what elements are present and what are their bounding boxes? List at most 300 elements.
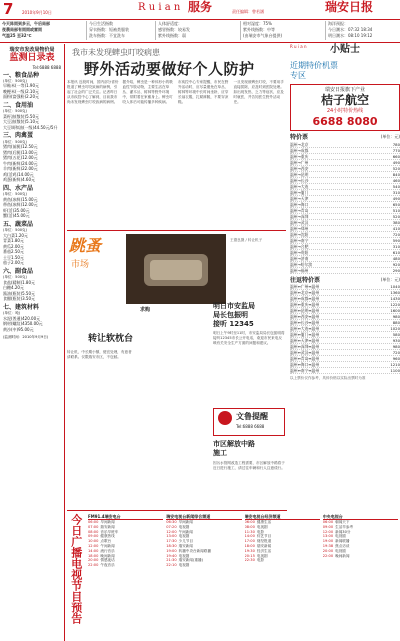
divider <box>86 21 87 40</box>
fare-route: 温州→福州 <box>290 267 309 273</box>
price-category <box>0 70 64 100</box>
tv-listings <box>88 514 398 638</box>
tv-time: 10:00 <box>88 539 99 544</box>
fare-unit: (单位：元) <box>380 134 400 140</box>
tv-time: 09:00 <box>322 524 334 529</box>
road-title: 市区解放中路 <box>213 440 255 448</box>
tv-time: 22:10 <box>166 563 177 568</box>
fare-price: 650 <box>392 201 400 207</box>
price-item: 菜籽油(散装)5.50元 <box>3 113 40 119</box>
article-paragraph: 一旦发现被蜱虫叮咬，不要用手直接拔除，应及时到医院处理。如出现发热、乏力等症状，应及时就医，并告知医生野外活动史。 <box>233 80 284 104</box>
price-item: 黄瓜2.00元 <box>3 243 24 249</box>
weather-block-1 <box>2 21 77 39</box>
tv-time: 06:00 <box>322 520 334 524</box>
price-item: 番茄2.50元 <box>3 249 24 255</box>
price-category <box>0 219 64 266</box>
price-unit: (单位：500克) <box>3 79 28 83</box>
price-item: 带鱼(冰鲜)12.00元 <box>3 202 38 208</box>
fare-price: 1360 <box>390 290 400 296</box>
fare-route: 温州→海口 <box>290 201 309 207</box>
fare-row <box>290 268 400 274</box>
fare-route: 温州↔成都↔温州 <box>290 296 320 302</box>
fare-route: 温州→贵阳 <box>290 249 309 255</box>
weather-block-3 <box>158 21 218 39</box>
fare-price: 1430 <box>390 296 400 302</box>
panel-tel: Tel:6888 6888 <box>32 64 61 70</box>
tv-show: 电影 <box>256 558 265 563</box>
weather-line: 相对湿度：75% <box>243 21 272 26</box>
flea-tag2: 市场 <box>71 260 90 270</box>
tv-time: 17:30 <box>166 539 177 544</box>
fare-route: 温州→广州 <box>290 159 309 165</box>
panel-org: 瑞安市发改局物价局 <box>9 47 55 53</box>
fare-route: 温州→青岛 <box>290 207 309 213</box>
tv-show: 流行音乐 <box>100 548 115 553</box>
tv-show: 点歌台 <box>100 539 112 544</box>
price-item: 白糖4.20元 <box>3 285 24 291</box>
fare-price: 840 <box>392 171 400 177</box>
tv-show: 电视剧 <box>178 524 190 529</box>
price-category <box>0 183 64 219</box>
weather-line: 穿衣指数：短袖类服装 <box>89 27 129 32</box>
tv-channel <box>323 514 398 638</box>
weather-block-5 <box>328 21 398 39</box>
price-category <box>0 266 64 302</box>
price-item: 酱油(瓶装)5.50元 <box>3 290 36 296</box>
fare-price: 490 <box>392 159 400 165</box>
tv-time: 12:00 <box>322 529 334 534</box>
fare-route: 温州→北京 <box>290 141 309 147</box>
fare-price: 460 <box>392 177 400 183</box>
airline-ad <box>290 84 400 131</box>
tv-time: 14:00 <box>244 534 255 539</box>
article-body <box>67 80 286 105</box>
fare-price: 540 <box>392 183 400 189</box>
price-item: 鸡蛋(新鲜)4.60元 <box>3 177 36 183</box>
fare-price: 480 <box>392 255 400 261</box>
fare-price: 1100 <box>390 368 400 374</box>
price-item: 猪肉(五花)12.00元 <box>3 155 38 161</box>
price-item: 早籼米(一等)1.90元 <box>3 83 40 89</box>
price-item: 水泥(普通)420.00元 <box>3 315 41 321</box>
flea-photo <box>126 234 226 304</box>
tv-show: 午夜音乐 <box>100 563 115 568</box>
fare-price: 780 <box>392 141 400 147</box>
fare-price: 610 <box>392 249 400 255</box>
fare-price: 930 <box>392 338 400 344</box>
tv-show: 电视剧 <box>335 534 346 539</box>
panel-title: 监测日录表 <box>9 53 55 64</box>
fare-price: 920 <box>392 261 400 267</box>
airfare-card-title: 近期特价机票 <box>290 61 338 70</box>
weather-line: 夜晨局部有雨雨或雷雨 <box>2 27 42 32</box>
price-unit: (单位：500克) <box>3 192 28 197</box>
tv-channel-name: 中央电视台 <box>323 514 398 520</box>
price-item: 大豆油(散装)5.10元 <box>3 119 40 125</box>
fare-price: 980 <box>392 314 400 320</box>
tv-title-block <box>69 514 87 636</box>
tv-time: 06:00 <box>244 520 255 524</box>
tv-time: 20:00 <box>88 558 99 563</box>
article-paragraph: 市疾控中心专家提醒，市民在野外活动时，应尽量避免在草丛、树林等环境中长时间坐卧，应穿长袖衣服，扎紧裤腿，不要穿凉鞋。 <box>178 80 229 104</box>
reminder-icon <box>218 411 232 425</box>
fare-route: 温州→深圳 <box>290 213 309 219</box>
tv-time: 19:40 <box>166 553 177 558</box>
tv-show: 朝闻天下 <box>335 520 350 524</box>
hotline-title: 明日市安监局 <box>213 302 255 310</box>
price-item: 大豆调和油(一级)44.50元/5升 <box>3 124 58 130</box>
tv-channel <box>88 514 163 638</box>
fare-route: 温州↔大连↔温州 <box>290 326 320 332</box>
fare-route: 温州↔武汉↔温州 <box>290 350 320 356</box>
tv-time: 07:20 <box>166 524 177 529</box>
fare-route: 温州↔天津↔温州 <box>290 338 320 344</box>
tv-time: 14:00 <box>88 548 99 553</box>
tv-time: 12:00 <box>88 543 99 548</box>
price-category-title: 一、粮食品种 <box>3 71 40 79</box>
hotline-number: 接听 12345 <box>213 319 254 328</box>
fare-section-header <box>290 277 400 285</box>
fare-route: 温州↔南宁↔温州 <box>290 368 320 374</box>
fare-price: 410 <box>392 225 400 231</box>
price-unit: (单位：500克) <box>3 139 28 144</box>
price-unit: (单位：500克) <box>3 228 28 233</box>
tv-title: 今日广播电视节目预告 <box>69 514 83 624</box>
fare-price: 510 <box>392 207 400 213</box>
tv-time: 18:00 <box>88 553 99 558</box>
tv-channel-name: 瑞安电视台经济频道 <box>245 514 320 520</box>
tv-time: 19:00 <box>322 539 334 544</box>
fare-note: 以上票价仅作参考，具体价格以实际出票时为准 <box>290 376 366 381</box>
fare-price: 720 <box>392 350 400 356</box>
header-city-label: R u i a n <box>138 2 181 13</box>
tv-time: 09:00 <box>88 534 99 539</box>
right-ui-label: R u i a n <box>290 44 307 49</box>
request-section <box>140 308 210 313</box>
tv-show: 音乐早班车 <box>100 529 119 534</box>
tv-time: 18:00 <box>244 543 255 548</box>
tv-time: 08:00 <box>88 529 99 534</box>
tv-show: 午间新闻 <box>100 543 115 548</box>
editor-credit: 责任编辑：曾若涵 <box>232 9 264 14</box>
fare-price: 1220 <box>390 302 400 308</box>
weather-line: 感冒指数：较易发 <box>158 27 190 32</box>
fare-route: 温州→长沙 <box>290 177 309 183</box>
fare-route: 温州→大连 <box>290 183 309 189</box>
road-title2: 施工 <box>213 448 227 457</box>
tv-show: 电影 <box>256 529 265 534</box>
fare-price: 380 <box>392 219 400 225</box>
fare-route: 温州→天津 <box>290 195 309 201</box>
request-title: 求购 <box>140 307 151 313</box>
fare-price: 580 <box>392 332 400 338</box>
page-number: 7 <box>3 0 14 18</box>
fare-route: 温州→昆明 <box>290 171 309 177</box>
fare-route: 温州→济南 <box>290 255 309 261</box>
tv-time: 22:30 <box>244 558 255 563</box>
price-item: 黄沙(中)95.00元 <box>3 326 34 332</box>
tv-channel <box>245 514 320 638</box>
tv-channel <box>166 514 241 638</box>
tv-show: 瑞安新闻 <box>178 543 193 548</box>
tv-time: 13:00 <box>322 534 334 539</box>
tv-show: 早间新闻 <box>178 520 193 524</box>
tv-show: 电视剧 <box>178 563 190 568</box>
tv-show: 生活早参考 <box>335 524 354 529</box>
fare-price: 310 <box>392 189 400 195</box>
tv-show: 晚间新闻 <box>100 553 115 558</box>
newspaper-logo: 瑞安日报 <box>325 0 374 14</box>
tv-show: 焦点访谈 <box>335 543 350 548</box>
tv-channel-name: 瑞安电视台新闻综合频道 <box>166 514 241 520</box>
divider <box>155 21 156 40</box>
fare-route: 温州→沈阳 <box>290 231 309 237</box>
tv-time: 06:30 <box>166 520 177 524</box>
hotline-title2: 局长包振明 <box>213 310 248 319</box>
fare-price: 590 <box>392 237 400 243</box>
airline-sub: 24小时特价热线 <box>326 108 364 115</box>
price-unit: (单位：吨) <box>3 311 21 316</box>
article-subhead: 我市未发现蜱虫叮咬病患 <box>72 48 160 57</box>
price-category <box>0 130 64 182</box>
road-body: 因污水管网改造工程需要，市区解放中路将于近日进行施工，请过往车辆和行人注意绕行。 <box>213 460 285 470</box>
tv-show: 财经报道 <box>256 539 272 544</box>
weather-line: 人体舒适度： <box>158 21 182 26</box>
price-item: 茄子2.00元 <box>3 260 24 266</box>
price-item: 羊肉(新鲜)22.00元 <box>3 166 38 172</box>
header-rule <box>0 19 400 20</box>
tv-time: 20:15 <box>244 553 255 558</box>
divider <box>325 21 326 40</box>
tv-time: 06:00 <box>88 520 99 524</box>
fare-route: 温州→合肥 <box>290 243 309 249</box>
weather-line: 今日生活指数 <box>89 21 113 26</box>
airfare-card-subtitle: 专区 <box>290 71 306 80</box>
tv-time: 19:00 <box>166 548 177 553</box>
fare-route: 温州↔昆明↔温州 <box>290 308 320 314</box>
fare-price: 880 <box>392 320 400 326</box>
fare-price: 960 <box>392 356 400 362</box>
weather-line: 气温25 至32℃ <box>2 33 32 38</box>
tv-show: 转播中央台新闻联播 <box>178 548 211 553</box>
weather-block-4 <box>243 21 323 39</box>
tv-time: 11:30 <box>244 529 255 534</box>
fare-row <box>290 368 400 374</box>
tv-show: 新闻30分 <box>335 529 351 534</box>
tv-show: 瑞安新闻 <box>256 543 272 548</box>
fare-price: 720 <box>392 231 400 237</box>
fare-section-title: 特价票 <box>290 134 309 142</box>
article-paragraph: 本报讯 近段时间，国内部分省份报道了蜱虫叮咬致病的病例，引起了社会的广泛关注。记者昨日从市疾控中心了解到，目前我市尚未发现蜱虫叮咬致病的病例。 <box>67 80 119 104</box>
price-item: 猪肉(后腿)13.00元 <box>3 149 38 155</box>
tv-show: 电视剧 <box>178 553 190 558</box>
fare-section-header <box>290 134 400 142</box>
tv-program <box>88 563 163 568</box>
price-category-title: 七、建筑材料 <box>3 303 40 311</box>
price-categories <box>0 70 64 333</box>
hotline-body: 明日上午9时至11时，市安监局局长包振明将接听12345市长公开电话，欢迎市民来电反映有关安全生产方面的问题和建议。 <box>213 331 285 346</box>
weather-line: 今天阵雨到多云，午后局部 <box>2 21 50 26</box>
fare-price: 310 <box>392 243 400 249</box>
weather-rule <box>0 42 400 43</box>
fare-price: 770 <box>392 147 400 153</box>
fare-route: 温州↔西安↔温州 <box>290 314 320 320</box>
reminder-tel: Tel:6888 6688 <box>236 424 265 429</box>
price-item: 猪肉(前腿)12.50元 <box>3 144 38 150</box>
weather-line: 今日潮水：07:32 18:34 <box>328 27 373 32</box>
fare-route: 温州→重庆 <box>290 153 309 159</box>
tv-time: 21:30 <box>166 558 177 563</box>
fare-price: 1020 <box>390 326 400 332</box>
weather-line: 紫外线指数：弱 <box>158 33 186 38</box>
price-category-title: 四、水产品 <box>3 184 34 192</box>
fare-route: 温州→西安 <box>290 165 309 171</box>
tv-time: 22:00 <box>322 553 334 558</box>
price-category-title: 五、蔬菜品 <box>3 220 34 228</box>
fare-route: 温州→武汉 <box>290 219 309 225</box>
weather-block-2 <box>89 21 149 39</box>
price-item: 钢材(螺纹)4350.00元 <box>3 321 43 327</box>
roundtrip-fare-list <box>290 284 400 374</box>
tv-time: 19:38 <box>322 543 334 548</box>
tv-show: 瑞安新闻 <box>100 524 115 529</box>
fare-price: 1600 <box>390 308 400 314</box>
fare-price: 520 <box>392 165 400 171</box>
flea-title: 转让软枕台 <box>88 334 134 344</box>
photo-caption: 王德良摄 / 转让机子 <box>230 238 263 242</box>
tv-show: 电视剧 <box>256 524 268 529</box>
reminder-ad <box>213 408 285 436</box>
fare-price: 520 <box>392 213 400 219</box>
tv-time: 18:30 <box>166 543 177 548</box>
tv-time: 20:00 <box>322 548 334 553</box>
price-item: 晚粳米(一级)2.10元 <box>3 88 40 94</box>
price-item: 大白菜1.20元 <box>3 232 28 238</box>
price-item: 食盐(精制)1.80元 <box>3 279 36 285</box>
fare-price: 290 <box>392 267 400 273</box>
tv-time: 19:30 <box>244 548 255 553</box>
airline-name: 桔子航空 <box>320 93 369 108</box>
weather-line: 海洋预报： <box>328 21 348 26</box>
weather-line: 洗车指数：不宜洗车 <box>89 33 125 38</box>
tv-show: 综艺节目 <box>256 534 272 539</box>
price-item: 牛肉(新鲜)24.00元 <box>3 160 38 166</box>
tv-rule <box>67 510 287 511</box>
fare-section-title: 往返特价票 <box>290 276 321 284</box>
tv-show: 电视剧 <box>256 553 268 558</box>
tv-show: 瑞安新闻(重播) <box>178 558 203 563</box>
fare-route: 温州↔长沙↔温州 <box>290 320 320 326</box>
tv-show: 新闻联播 <box>335 539 350 544</box>
price-item: 青菜1.80元 <box>3 238 24 244</box>
price-category-title: 六、副食品 <box>3 267 34 275</box>
tv-show: 健康热线 <box>100 534 115 539</box>
fare-price: 1210 <box>390 362 400 368</box>
price-monitor-panel <box>0 44 65 641</box>
tv-time: 17:00 <box>244 539 255 544</box>
price-category <box>0 302 64 332</box>
fare-route: 温州↔青岛↔温州 <box>290 356 320 362</box>
price-item: 鸡(活鸡)14.00元 <box>3 171 34 177</box>
issue-date: 2010年9月10日 <box>22 10 52 15</box>
airfare-column <box>290 44 400 514</box>
fare-route: 温州→南宁 <box>290 237 309 243</box>
tv-program <box>166 563 241 568</box>
tv-show: 午间新闻 <box>178 529 193 534</box>
tv-time: 08:00 <box>244 524 255 529</box>
fare-price: 980 <box>392 344 400 350</box>
price-item: 土豆1.50元 <box>3 254 24 260</box>
tv-show: 早间新闻 <box>100 520 115 524</box>
tv-program <box>323 554 398 559</box>
oneway-fare-list <box>290 142 400 274</box>
tips-title: 小贴士 <box>330 44 360 55</box>
price-category-title: 三、肉禽蛋 <box>3 132 34 140</box>
flea-market-logo <box>67 234 124 324</box>
fare-price: 1040 <box>390 284 400 290</box>
tv-show: 健康生活 <box>256 520 272 524</box>
fare-route: 温州→哈尔滨 <box>290 261 313 267</box>
reminder-name: 文鲁提醒 <box>236 412 268 421</box>
tv-program <box>245 558 320 563</box>
road-article <box>213 440 285 471</box>
tv-time: 12:00 <box>166 529 177 534</box>
fare-price: 490 <box>392 195 400 201</box>
tv-show: 电视剧 <box>335 548 346 553</box>
price-item: 蟹(活)45.00元 <box>3 213 30 219</box>
tv-show: 经济生活 <box>256 548 272 553</box>
tv-show: 电视剧 <box>178 534 190 539</box>
fare-route: 温州↔北京↔温州 <box>290 290 320 296</box>
tv-time: 22:00 <box>88 563 99 568</box>
flea-body: 转让机，中长期小额，便宜处理，有意者请联系。仅限瑞安市区，不包邮。 <box>67 350 132 359</box>
fare-route: 温州→郑州 <box>290 225 309 231</box>
fare-route: 温州↔广州↔温州 <box>290 284 320 290</box>
divider <box>240 21 241 40</box>
airline-phone: 6688 8080 <box>312 114 378 128</box>
article-paragraph: 据介绍，蜱虫是一种体形小的吸血性节肢动物，主要生活在草丛、灌木丛、树林等野外环境中，常附着在家畜身上。蜱虫叮咬人体后可能传播多种疾病。 <box>122 80 173 104</box>
weather-line: (由瑞安市气象台提供) <box>243 33 283 38</box>
tv-channel-name: FM91.4瑞安电台 <box>88 514 163 520</box>
fare-route: 温州↔海口↔温州 <box>290 362 320 368</box>
price-category-title: 二、食用油 <box>3 101 34 109</box>
section-rule <box>67 230 286 231</box>
fare-route: 温州↔厦门↔温州 <box>290 332 320 338</box>
weather-line: 明日潮水：08:10 19:12 <box>328 33 373 38</box>
section-title: 服务 <box>188 0 213 14</box>
price-item: 面粉(富强粉)2.20元 <box>3 94 40 100</box>
monitor-date: (监测时间：2010年9月9日) <box>3 335 49 340</box>
tv-time: 07:00 <box>88 524 99 529</box>
price-item: 食醋(瓶装)3.50元 <box>3 296 36 302</box>
price-category <box>0 100 64 130</box>
hotline-article <box>213 302 285 346</box>
price-unit: (单位：500克) <box>3 275 28 280</box>
tv-show: 晚间新闻 <box>335 553 350 558</box>
fare-route: 温州→厦门 <box>290 189 309 195</box>
price-item: 黄鱼(冰鲜)15.00元 <box>3 196 38 202</box>
price-unit: (单位：500克) <box>3 109 28 114</box>
article-headline: 野外活动要做好个人防护 <box>84 60 255 78</box>
tv-show: 情感夜话 <box>100 558 115 563</box>
tv-show: 少儿节目 <box>178 539 193 544</box>
weather-line: 紫外线指数：中等 <box>243 27 275 32</box>
fare-route: 温州↔重庆↔温州 <box>290 302 320 308</box>
price-item: 虾(活)35.00元 <box>3 207 30 213</box>
fare-route: 温州↔深圳↔温州 <box>290 344 320 350</box>
fare-route: 温州→成都 <box>290 147 309 153</box>
flea-tag: 跳蚤 <box>69 236 102 255</box>
